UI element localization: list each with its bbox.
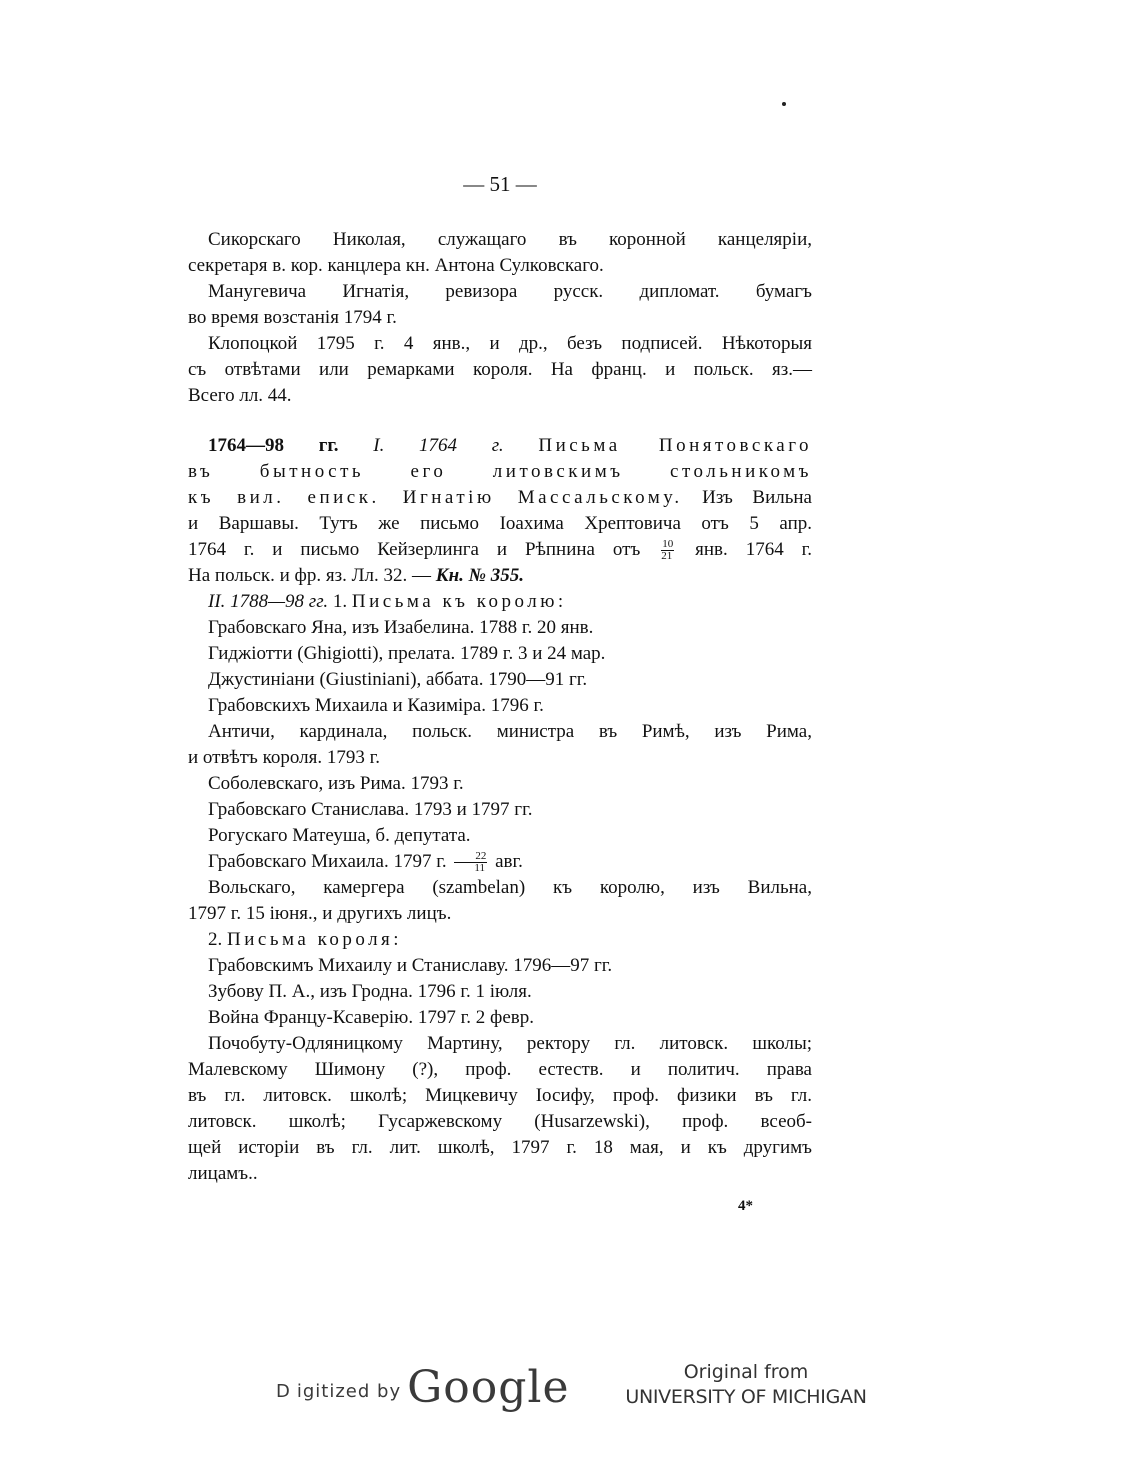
text-normal: авг. bbox=[495, 851, 523, 872]
fraction-numerator: 10 bbox=[662, 538, 674, 551]
original-from-label: Original from bbox=[683, 1361, 809, 1383]
text-normal: Изъ Вильна bbox=[702, 487, 812, 508]
text-line: во время возстанія 1794 г. bbox=[188, 307, 397, 328]
section-heading bbox=[188, 927, 812, 953]
list-item: Грабовскаго Станислава. 1793 и 1797 гг. bbox=[208, 799, 533, 820]
text-line: въ гл. литовск. школѣ; Мицкевичу Іосифу, проф. физики въ гл. bbox=[188, 1085, 812, 1106]
text-line: щей исторіи въ гл. лит. школѣ, 1797 г. 18 мая, и къ другимъ bbox=[188, 1137, 812, 1158]
text-line: Сикорскаго Николая, служащаго въ коронной канцеляріи, bbox=[208, 229, 812, 250]
list-item bbox=[188, 849, 812, 875]
digitized-initial: D bbox=[276, 1381, 291, 1402]
list-item: Джустиніани (Giustiniani), аббата. 1790—91 гг. bbox=[208, 669, 588, 690]
text-line: Манугевича Игнатія, ревизора русск. дипломат. бумагъ bbox=[208, 281, 812, 302]
google-logo: Google bbox=[407, 1362, 570, 1413]
list-item: Грабовскихъ Михаила и Казиміра. 1796 г. bbox=[208, 695, 544, 716]
text-line bbox=[188, 537, 812, 563]
entry-part: II. 1788—98 гг. bbox=[208, 591, 329, 612]
list-number: 2. bbox=[208, 929, 223, 950]
text-line: лицамъ.. bbox=[188, 1163, 258, 1184]
fraction-denominator: 21 bbox=[661, 550, 673, 563]
list-item: Соболевскаго, изъ Рима. 1793 г. bbox=[208, 773, 464, 794]
text-spaced: къ вил. еписк. Игнатію Массальскому. bbox=[188, 487, 683, 508]
original-source-notice bbox=[620, 1360, 872, 1410]
page-number: — 51 — bbox=[463, 172, 537, 196]
text-normal: янв. 1764 г. bbox=[695, 539, 813, 560]
list-item: Античи, кардинала, польск. министра въ Римѣ, изъ Рима, bbox=[208, 721, 812, 742]
list-item: Гиджіотти (Ghigiotti), прелата. 1789 г. 3 и 24 мар. bbox=[208, 643, 606, 664]
text-line: Малевскому Шимону (?), проф. естеств. и политич. права bbox=[188, 1059, 812, 1080]
list-item: Рогускаго Матеуша, б. депутата. bbox=[208, 825, 471, 846]
text-normal: 1764 г. и письмо Кейзерлинга и Рѣпнина отъ bbox=[188, 539, 641, 560]
list-item: Война Францу-Ксаверію. 1797 г. 2 февр. bbox=[208, 1007, 534, 1028]
list-item: Вольскаго, камергера (szambelan) къ королю, изъ Вильна, bbox=[208, 877, 812, 898]
list-item: Грабовскимъ Михаилу и Станиславу. 1796—97 гг. bbox=[208, 955, 613, 976]
list-item: Зубову П. А., изъ Гродна. 1796 г. 1 іюля. bbox=[208, 981, 532, 1002]
text-line: Клопоцкой 1795 г. 4 янв., и др., безъ подписей. Нѣкоторыя bbox=[208, 333, 812, 354]
text-block-2 bbox=[188, 433, 812, 1187]
entry-part: I. 1764 г. bbox=[373, 435, 504, 456]
ink-speck bbox=[782, 102, 786, 106]
digitized-label: igitized by bbox=[296, 1381, 402, 1402]
text-line: съ отвѣтами или ремарками короля. На франц. и польск. яз.— bbox=[188, 359, 812, 380]
fraction-numerator: 22 bbox=[454, 851, 487, 863]
text-line: и Варшавы. Тутъ же письмо Іоахима Хрептовича отъ 5 апр. bbox=[188, 513, 812, 534]
university-name: UNIVERSITY OF MICHIGAN bbox=[625, 1386, 867, 1408]
text-line: литовск. школѣ; Гусаржевскому (Husarzewski), проф. всеоб- bbox=[188, 1111, 812, 1132]
text-normal: На польск. и фр. яз. Лл. 32. — bbox=[188, 565, 431, 586]
entry-years: 1764—98 гг. bbox=[208, 435, 339, 456]
date-fraction bbox=[454, 851, 487, 874]
text-line: и отвѣтъ короля. 1793 г. bbox=[188, 747, 381, 768]
list-item: Почобуту-Одляницкому Мартину, ректору гл. литовск. школы; bbox=[208, 1033, 812, 1054]
section-heading bbox=[188, 589, 812, 615]
text-line: Всего лл. 44. bbox=[188, 385, 292, 406]
list-item: Грабовскаго Яна, изъ Изабелина. 1788 г. 20 янв. bbox=[208, 617, 594, 638]
digitized-by-google-watermark bbox=[276, 1360, 570, 1413]
text-normal: Грабовскаго Михаила. 1797 г. bbox=[208, 851, 447, 872]
book-reference: Кн. № 355. bbox=[435, 565, 525, 586]
signature-mark: 4* bbox=[738, 1198, 753, 1214]
text-line: 1797 г. 15 іюня., и другихъ лицъ. bbox=[188, 903, 452, 924]
text-block-1 bbox=[188, 227, 812, 409]
text-line bbox=[188, 563, 812, 589]
text-line bbox=[188, 485, 812, 511]
text-line: въ бытность его литовскимъ стольникомъ bbox=[188, 461, 812, 482]
text-line: секретаря в. кор. канцлера кн. Антона Сулковскаго. bbox=[188, 255, 604, 276]
entry-heading bbox=[188, 433, 812, 459]
date-fraction bbox=[661, 539, 674, 562]
section-title: Письма къ королю: bbox=[351, 591, 567, 612]
entry-title: Письма Понятовскаго bbox=[538, 435, 813, 456]
fraction-denominator: 11 bbox=[474, 862, 485, 875]
list-number: 1. bbox=[332, 591, 348, 612]
section-title: Письма короля: bbox=[227, 929, 403, 950]
